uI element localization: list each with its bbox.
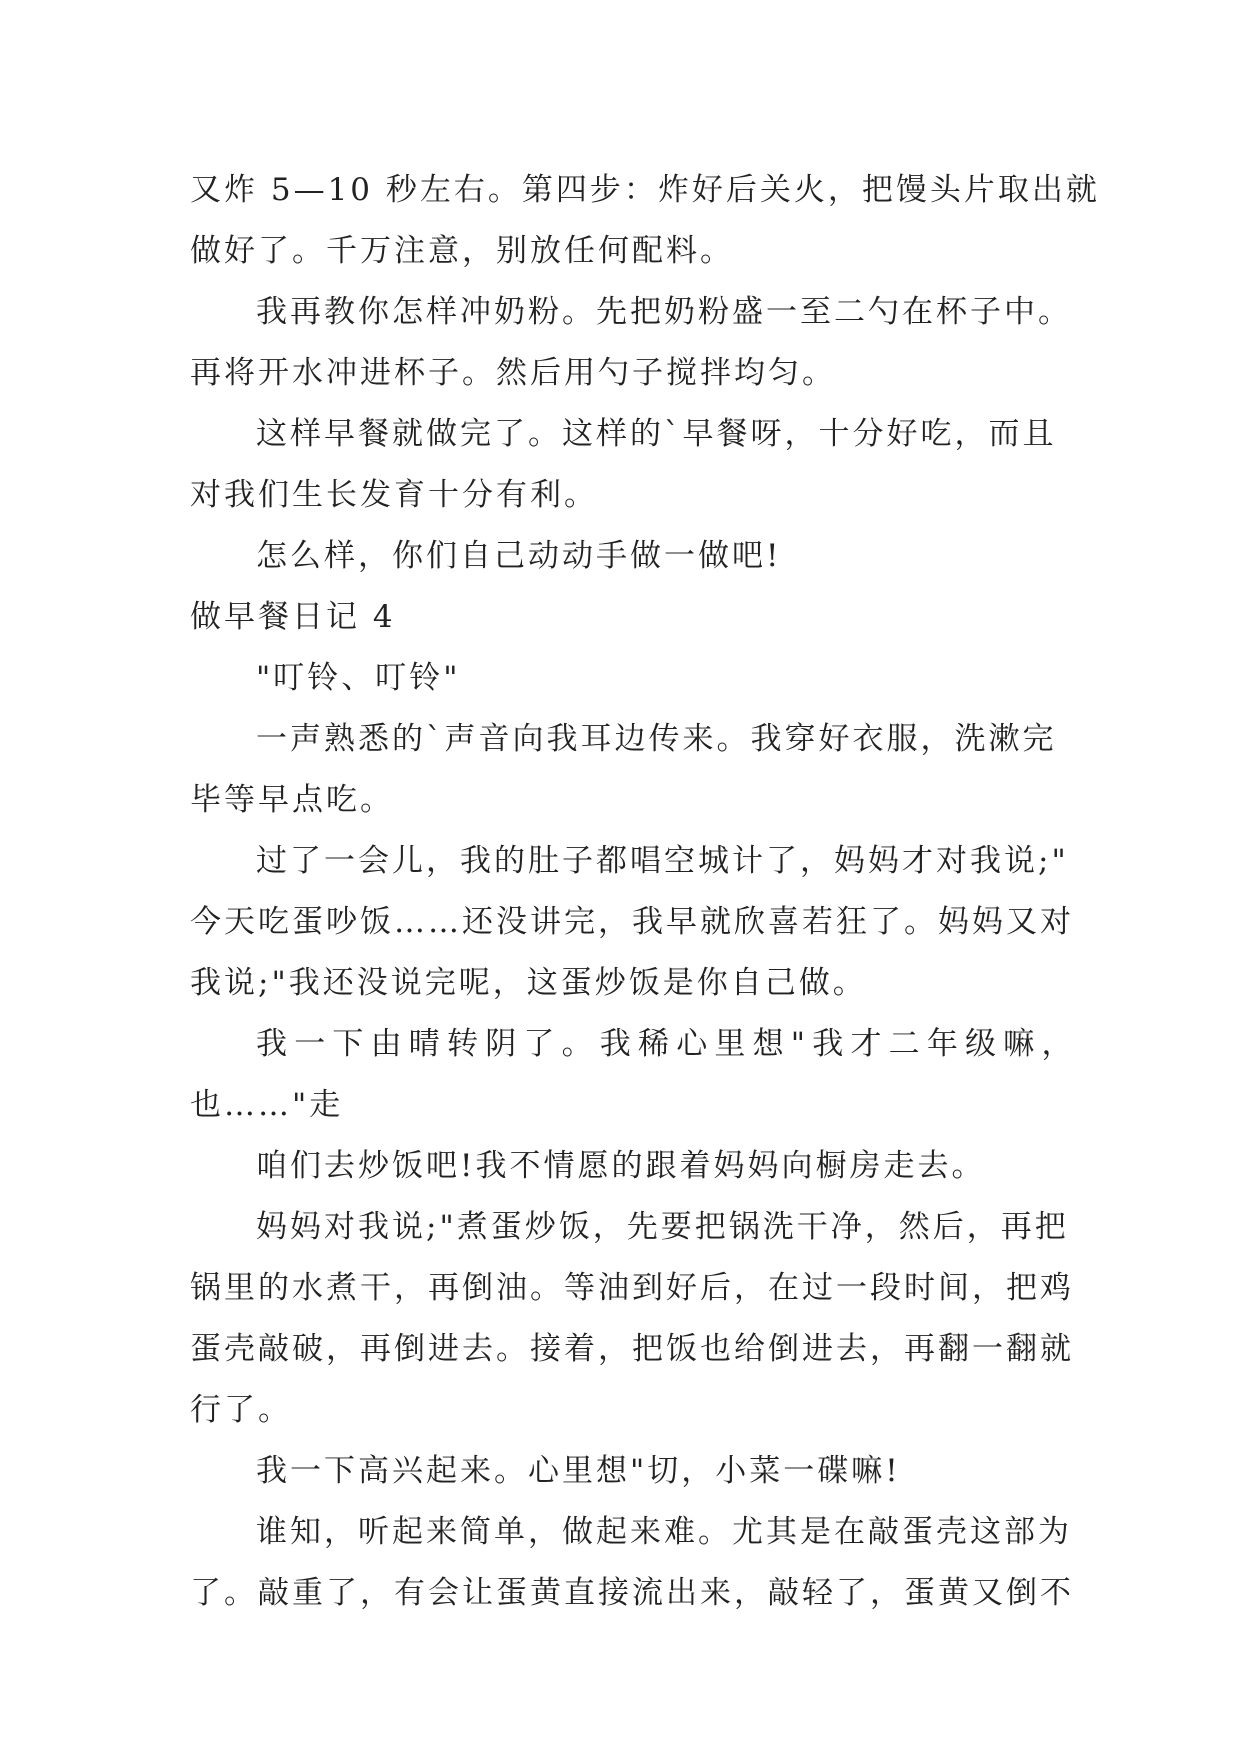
text-line: 咱们去炒饭吧!我不情愿的跟着妈妈向橱房走去。 [256, 1148, 986, 1184]
text-line: 再将开水冲进杯子。然后用勺子搅拌均匀。 [190, 355, 836, 391]
section-heading: 做早餐日记 4 [190, 599, 396, 635]
text-line: 我一下高兴起来。心里想"切，小菜一碟嘛! [256, 1453, 901, 1489]
text-line: "叮铃、叮铃" [256, 660, 461, 696]
text-line: 了。敲重了，有会让蛋黄直接流出来，敲轻了，蛋黄又倒不 [190, 1575, 1074, 1611]
text-line: 做好了。千万注意，别放任何配料。 [190, 233, 734, 269]
text-line: 一声熟悉的`声音向我耳边传来。我穿好衣服，洗漱完 [256, 721, 1057, 757]
text-line: 对我们生长发育十分有利。 [190, 477, 598, 513]
text-line: 又炸 5—10 秒左右。第四步：炸好后关火，把馒头片取出就 [190, 172, 1100, 208]
text-line: 我说;"我还没说完呢，这蛋炒饭是你自己做。 [190, 965, 867, 1001]
text-line: 我再教你怎样冲奶粉。先把奶粉盛一至二勺在杯子中。 [256, 294, 1072, 330]
text-line: 我一下由晴转阴了。我稀心里想"我才二年级嘛， [256, 1026, 1080, 1062]
text-line: 今天吃蛋吵饭……还没讲完，我早就欣喜若狂了。妈妈又对 [190, 904, 1074, 940]
text-line: 锅里的水煮干，再倒油。等油到好后，在过一段时间，把鸡 [190, 1270, 1074, 1306]
text-line: 妈妈对我说;"煮蛋炒饭，先要把锅洗干净，然后，再把 [256, 1209, 1069, 1245]
text-line: 谁知，听起来简单，做起来难。尤其是在敲蛋壳这部为 [256, 1514, 1072, 1550]
text-line: 怎么样，你们自己动动手做一做吧! [256, 538, 782, 574]
text-line: 行了。 [190, 1392, 292, 1428]
text-line: 蛋壳敲破，再倒进去。接着，把饭也给倒进去，再翻一翻就 [190, 1331, 1074, 1367]
document-body [190, 160, 1100, 1624]
text-line: 过了一会儿，我的肚子都唱空城计了，妈妈才对我说;" [256, 843, 1069, 879]
text-line: 也……"走 [190, 1087, 344, 1123]
text-line: 这样早餐就做完了。这样的`早餐呀，十分好吃，而且 [256, 416, 1057, 452]
text-line: 毕等早点吃。 [190, 782, 394, 818]
